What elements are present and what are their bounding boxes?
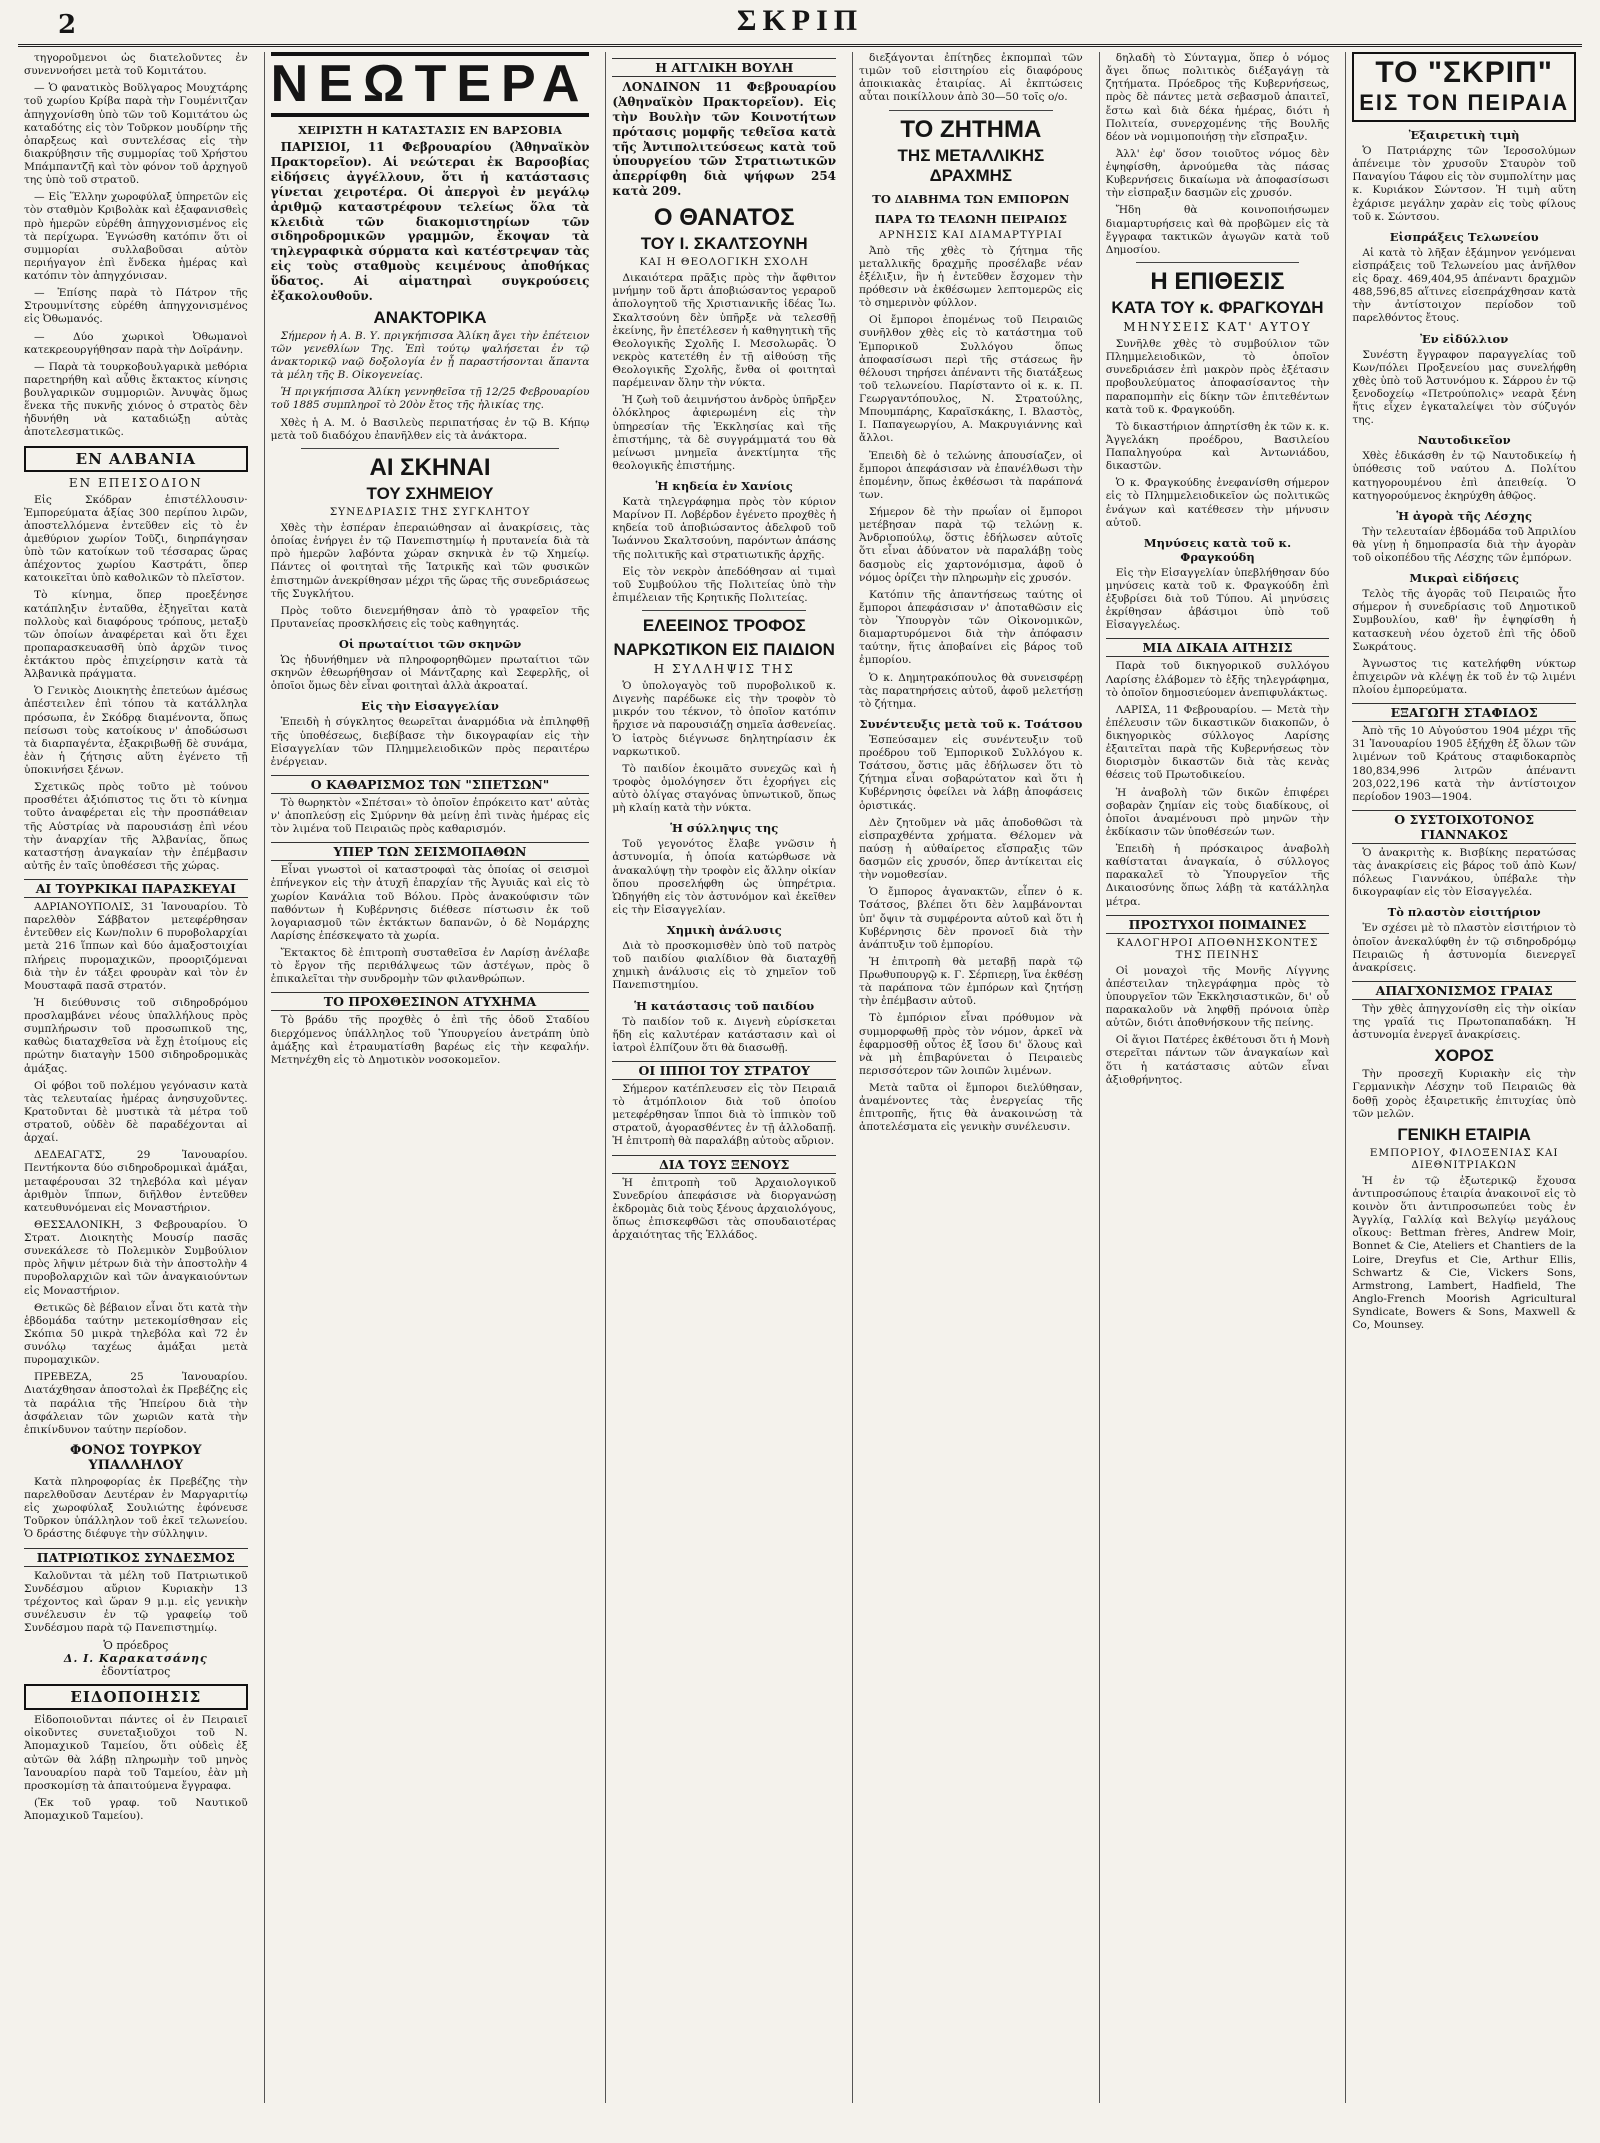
article-text: Ὁ κ. Φραγκούδης ἐνεφανίσθη σήμερον εἰς τὸ Πλημμελειοδικεῖον ὡς πολιτικῶς ἐνάγων καὶ κατέθεσεν τὴν μήνυσιν αὐτοῦ. xyxy=(1105,477,1330,529)
article-text: Ἀλλ' ἐφ' ὅσον τοιοῦτος νόμος δὲν ἐψηφίσθη, ἀρνούμεθα τὰς πάσας Κυβερνήσεις δικαίωμα νὰ ἀποφασίσωσι τὴν εἰσπραξιν δασμῶν εἰς χρυσόν. xyxy=(1105,147,1330,200)
article-text: Σήμερον ἡ Α. Β. Υ. πριγκήπισσα Ἀλίκη ἄγει τὴν ἐπέτειον τῶν γενεθλίων Της. Ἐπὶ τούτῳ ψαλήσεται ἐν τῷ ἀνακτορικῷ ναῷ δοξολογία ἐν ᾗ παραστήσονται ἅπαντα τὰ μέλη τῆς Β. Οἰκογενείας. xyxy=(270,329,590,382)
signature-role: Ὁ πρόεδρος xyxy=(103,1639,169,1653)
section-title-top: ΤΟ "ΣΚΡΙΠ" xyxy=(1375,56,1553,89)
article-text: — Ἐπίσης παρὰ τὸ Πάτρον τῆς Στρουμνίτσης εὑρέθη ἀπηγχονισμένος εἰς Ὀθωμανός. xyxy=(24,287,248,326)
headline-hanging: ΑΠΑΓΧΟΝΙΣΜΟΣ ΓΡΑΙΑΣ xyxy=(1352,981,1576,1000)
article-text: Ἐπειδὴ ἡ σύγκλητος θεωρεῖται ἀναρμόδια νὰ ἐπιληφθῇ τῆς ὑποθέσεως, διεβίβασε τὴν δικογραφίαν εἰς τὴν Εἰσαγγελίαν τῶν Πλημμελειοδικῶν πρὸς περαιτέρω ἐνέργειαν. xyxy=(270,716,590,768)
article-text: Τὸ παιδίον ἐκοιμᾶτο συνεχῶς καὶ ἡ τροφὸς ὁμολόγησεν ὅτι ἐχορήγει εἰς αὐτὸ ὀλίγας σταγόνας ὑπνωτικοῦ, ὅπως μὴ κλαίῃ κατὰ τὴν νύκτα. xyxy=(612,762,837,815)
headline-notice: ΕΙΔΟΠΟΙΗΣΙΣ xyxy=(24,1684,248,1710)
headline-albania: ΕΝ ΑΛΒΑΝΙΑ xyxy=(24,446,248,472)
subheadline: Τὸ πλαστὸν εἰσιτήριον xyxy=(1387,905,1541,920)
article-text: Κατὰ τηλεγράφημα πρὸς τὸν κύριον Μαρίνον Π. Λοβέρδον ἐγένετο προχθὲς ἡ κηδεία τοῦ ἀποβιώσαντος ἀδελφοῦ τοῦ Ἰωάννου Σκαλτσούνη, παρόντων ἁπάσης τῆς πολιτικῆς καὶ στρατιωτικῆς ἀρχῆς. xyxy=(612,496,837,561)
subheadline: ΚΑΙ Η ΘΕΟΛΟΓΙΚΗ ΣΧΟΛΗ xyxy=(639,256,809,269)
article-text: — Εἰς Ἕλλην χωροφύλαξ ὑπηρετῶν εἰς τὸν σταθμὸν Κριβολὰκ καὶ ἐξαφανισθεὶς πρὸ ἡμερῶν εὑρέθη ἀπηγχονισμένος εἰς τὰ περίχωρα. Ἐγνώσθη κατόπιν ὅτι οἱ συμμορίαι συλλαβοῦσαι αὐτὸν περιήγαγον ἐπὶ ἕνδεκα ἡμέρας καὶ κατόπιν τὸν ἀπηγχόνισαν. xyxy=(24,191,248,282)
subheadline: ΤΟ ΔΙΑΒΗΜΑ ΤΩΝ ΕΜΠΟΡΩΝ xyxy=(872,191,1070,206)
article-text: ΔΕΔΕΑΓΑΤΣ, 29 Ἰανουαρίου. Πεντήκοντα δύο σιδηροδρομικαὶ ἁμάξαι, μεταφέρουσαι 32 τηλεβόλα καὶ μέγαν ἀριθμὸν ἵππων, διῆλθον ἐντεῦθεν κατευθυνόμεναι εἰς Μοναστήριον. xyxy=(24,1149,248,1214)
headline-attack: Η ΕΠΙΘΕΣΙΣ xyxy=(1150,267,1285,295)
article-text: Διὰ τὸ προσκομισθὲν ὑπὸ τοῦ πατρὸς τοῦ παιδίου φιαλίδιον θὰ διαταχθῇ χημικὴ ἀνάλυσις εἰς τὸ χημεῖον τοῦ Πανεπιστημίου. xyxy=(612,940,837,992)
subheadline: ΜΗΝΥΣΕΙΣ ΚΑΤ' ΑΥΤΟΥ xyxy=(1123,320,1312,335)
article-text: Τοῦ γεγονότος ἔλαβε γνῶσιν ἡ ἀστυνομία, ἡ ὁποία κατώρθωσε νὰ ἀνακαλύψῃ τὴν τροφὸν εἰς ἄλλην οἰκίαν ὅπου προσελήφθη ὡς ὑπηρέτρια. Ὡδηγήθη εἰς τὸν ἀστυνόμον καὶ ἐκεῖθεν εἰς τὴν Εἰσαγγελίαν. xyxy=(612,838,837,916)
subheadline: Ἡ ἀγορὰ τῆς Λέσχης xyxy=(1396,508,1532,523)
headline-army-horses: ΟΙ ΙΠΠΟΙ ΤΟΥ ΣΤΡΑΤΟΥ xyxy=(612,1061,836,1080)
article-text: Ὡς ἠδυνήθημεν νὰ πληροφορηθῶμεν πρωταίτιοι τῶν σκηνῶν ἐθεωρήθησαν οἱ Μάντζαρης καὶ Σεφερλῆς, οἱ ὁποῖοι ὅμως δὲν εἶναι φοιτηταὶ ἀλλὰ ἀκροαταί. xyxy=(270,654,590,693)
article-text: Κατὰ πληροφορίας ἐκ Πρεβέζης τὴν παρελθοῦσαν Δευτέραν ἐν Μαργαριτίῳ εἰς χωροφύλαξ Σουλιώτης ἐφόνευσε Τοῦρκον ὑπάλληλον τοῦ ἐκεῖ τελωνείου. Ὁ δράστης διέφυγε τὴν σύλληψιν. xyxy=(24,1475,248,1541)
article-text: Ἐν σχέσει μὲ τὸ πλαστὸν εἰσιτήριον τὸ ὁποῖον ἀνεκαλύφθη ἐν τῷ σιδηροδρόμῳ Πειραιῶς ἡ ἀστυνομία διενεργεῖ ἀνακρίσεις. xyxy=(1352,922,1576,974)
subheadline: ΑΡΝΗΣΙΣ ΚΑΙ ΔΙΑΜΑΡΤΥΡΙΑΙ xyxy=(878,228,1063,241)
article-text: Ἡ ζωὴ τοῦ ἀειμνήστου ἀνδρὸς ὑπῆρξεν ὁλόκληρος ἀφιερωμένη εἰς τὴν ὑπηρεσίαν τῆς Ἐκκλησίας καὶ τῆς ἐπιστήμης, τὰ δὲ συγγράμματά του θὰ μείνωσι μνημεῖα ἀνεκτίμητα τῆς θεολογικῆς ἐπιστήμης. xyxy=(612,394,837,472)
headline-palace: ΑΝΑΚΤΟΡΙΚΑ xyxy=(373,307,487,327)
article-text: Ἡ ἐπιτροπὴ τοῦ Ἀρχαιολογικοῦ Συνεδρίου ἀπεφάσισε νὰ διοργανώσῃ ἐκδρομὰς διὰ τοὺς ξένους ἀρχαιολόγους, ὅπως ἐπισκεφθῶσι τὰς σπουδαιοτέρας ἀρχαιότητας τῆς Ἑλλάδος. xyxy=(612,1176,837,1242)
article-text: Πρὸς τοῦτο διενεμήθησαν ἀπὸ τὸ γραφεῖον τῆς Πρυτανείας προσκλήσεις εἰς τοὺς καθηγητάς. xyxy=(270,604,590,630)
article-text: Τὸ θωρηκτὸν «Σπέτσαι» τὸ ὁποῖον ἐπρόκειτο κατ' αὐτὰς ν' ἀποπλεύσῃ εἰς Σμύρνην θὰ μείνῃ ἐπὶ τινὰς ἡμέρας εἰς τὸν λιμένα τοῦ Πειραιῶς πρὸς καθαρισμόν. xyxy=(270,796,590,836)
article-text: Εἰς τὴν Εἰσαγγελίαν ὑπεβλήθησαν δύο μηνύσεις κατὰ τοῦ κ. Φραγκούδη ἐπὶ ἐξυβρίσει διὰ τοῦ Τύπου. Αἱ μηνύσεις ἐκρίθησαν ἀβάσιμοι ὑπὸ τοῦ Εἰσαγγελέως. xyxy=(1105,566,1330,632)
article-text: Χθὲς ἐδικάσθη ἐν τῷ Ναυτοδικείῳ ἡ ὑπόθεσις τοῦ ναύτου Δ. Πολίτου κατηγορουμένου ἐπὶ ἀπειθείᾳ. Ὁ κατηγορούμενος ἐκηρύχθη ἀθῷος. xyxy=(1352,450,1576,502)
article-text: Τὴν τελευταίαν ἑβδομάδα τοῦ Ἀπριλίου θὰ γίνῃ ἡ δημοπρασία διὰ τὴν ἀγορὰν τοῦ οἰκοπέδου τῆς Λέσχης τῶν ἐμπόρων. xyxy=(1352,525,1576,564)
subheadline: ΕΝ ΕΠΕΙΣΟΔΙΟΝ xyxy=(68,475,203,490)
headline-shepherds: ΠΡΟΣΤΥΧΟΙ ΠΟΙΜΑΙΝΕΣ xyxy=(1106,915,1330,934)
headline-turkish-preparations: ΑΙ ΤΟΥΡΚΙΚΑΙ ΠΑΡΑΣΚΕΥΑΙ xyxy=(24,879,248,898)
article-text: Οἱ μοναχοὶ τῆς Μονῆς Λίγγνης ἀπέστειλαν τηλεγράφημα πρὸς τὸ ὑπουργεῖον τῶν Ἐκκλησιαστικῶν, δι' οὗ παρακαλοῦν νὰ ληφθῇ πρόνοια ὑπὲρ αὐτῶν, διότι ἀποθνήσκουν τῆς πείνης. xyxy=(1105,964,1330,1030)
article-text: Ἔκτακτος δὲ ἐπιτροπὴ συσταθεῖσα ἐν Λαρίσῃ ἀνέλαβε τὸ ἔργον τῆς περιθάλψεως τῶν ἀστέγων, πρὸς ὃ ἐπικαλεῖται τὴν συνδρομὴν τῶν φιλανθρώπων. xyxy=(270,947,590,986)
article-text: Τελὸς τῆς ἀγορᾶς τοῦ Πειραιῶς ἦτο σήμερον ἡ συνεδρίασις τοῦ Δημοτικοῦ Συμβουλίου, καθ' ἣν ἐψηφίσθη ἡ κατασκευὴ νέου ὀχετοῦ ἐπὶ τῆς ὁδοῦ Σωκράτους. xyxy=(1352,588,1576,653)
article-text: Ὁ ὑπολογαγὸς τοῦ πυροβολικοῦ κ. Διγενὴς παρέδωκε εἰς τὴν τροφὸν τὸ μικρόν του τέκνον, τὸ ὁποῖον κατόπιν ἤρχισε νὰ παρουσιάζῃ σημεῖα ἀσθενείας. Ὁ ἰατρὸς διέγνωσε δηλητηρίασιν ἐκ ναρκωτικοῦ. xyxy=(612,680,837,758)
article-text: Ὁ ἀνακριτὴς κ. Βισβίκης περατώσας τὰς ἀνακρίσεις εἰς βάρος τοῦ ἀπὸ Κων/πόλεως Γιαννάκου, ὑπέβαλε τὴν δικογραφίαν εἰς τὸν Εἰσαγγελέα. xyxy=(1352,846,1576,899)
article-text: Θετικῶς δὲ βέβαιον εἶναι ὅτι κατὰ τὴν ἑβδομάδα ταύτην μετεκομίσθησαν εἰς Σκόπια 50 μικρὰ τηλεβόλα καὶ 72 ἐν συνόλῳ ταχέως ἁμάξαι μετὰ πυρομαχικῶν. xyxy=(24,1301,248,1367)
article-text-bold: ΠΑΡΙΣΙΟΙ, 11 Φεβρουαρίου (Ἀθηναϊκὸν Πρακτορεῖον). Αἱ νεώτεραι ἐκ Βαρσοβίας εἰδήσεις ἀγγέλλουν, ὅτι ἡ κατάστασις γίνεται χειροτέρα. Οἱ ἀπεργοὶ ἐν μεγάλῳ ἀριθμῷ καταστρέφουν τελείως ὅλα τὰ κλειδιὰ τῶν διακομιστηρίων τῶν σιδηροδρομικῶν γραμμῶν, ἔκοψαν τὰ τηλεγραφικὰ σύρματα καὶ κατέστρεψαν τὰς εἰς τοὺς σταθμοὺς κειμένους ἀποθήκας ὕδατος. Αἱ αἱματηραὶ συγκρούσεις ἐξακολουθοῦν. xyxy=(270,140,590,303)
article-text: Συνῆλθε χθὲς τὸ συμβούλιον τῶν Πλημμελειοδικῶν, τὸ ὁποῖον συνεδριάσεν ἐπὶ μακρὸν πρὸς ἐξέτασιν προβουλεύματος ἀποφασίσαντος τὴν παραπομπὴν εἰς δίκην τῶν ἐπιτεθέντων κατὰ τοῦ κ. Φραγκούδη. xyxy=(1105,338,1330,416)
article-text: Ἤδη θὰ κοινοποιήσωμεν διαμαρτυρήσεις καὶ θὰ προβῶμεν εἰς τὰ ἔγγραφα τακτικῶν ἀγωγῶν κατὰ τοῦ Δημοσίου. xyxy=(1105,204,1330,256)
headline-drachma-2: ΤΗΣ ΜΕΤΑΛΛΙΚΗΣ ΔΡΑΧΜΗΣ xyxy=(897,145,1045,185)
subheadline: ΣΥΝΕΔΡΙΑΣΙΣ ΤΗΣ ΣΥΓΚΛΗΤΟΥ xyxy=(329,506,531,518)
article-text: Ὁ Γενικὸς Διοικητὴς ἐπετεύων ἀμέσως ἀπέστειλεν ἐπὶ τόπου τὰ κατάλληλα πρόσωπα, ἐν Σκόδρᾳ διαμένοντα, ὅπως πείσωσι τοὺς κατοίκους ν' ἀποδώσωσι τὰ διαρπαγέντα, ἐξακριβωθῇ δὲ συνάμα, ἐὰν ἡ ζήτησις αὕτη ἐγένετο τῇ ὑποκινήσει ξένων. xyxy=(24,685,248,776)
article-text: Σχετικῶς πρὸς τοῦτο μὲ τούνου προσθέτει ἀξιόπιστος τις ὅτι τὸ κίνημα τοῦτο ἀναφέρεται εἰς τὴν προσπάθειαν τῆς Αὐστρίας νὰ παρουσιάσῃ ἐπὶ νέου τὴν ἀναρχίαν τῆς Ἀλβανίας, ὅπως καταστήσῃ ἀναγκαίαν τὴν ἐπέμβασιν αὐτῆς ἐν ταῖς ὑποθέσεσι τῆς χώρας. xyxy=(24,781,248,872)
subheadline: Η ΣΥΛΛΗΨΙΣ ΤΗΣ xyxy=(653,662,795,677)
headline-just-request: ΜΙΑ ΔΙΚΑΙΑ ΑΙΤΗΣΙΣ xyxy=(1106,638,1330,657)
article-text: (Ἐκ τοῦ γραφ. τοῦ Ναυτικοῦ Ἀπομαχικοῦ Ταμείου). xyxy=(24,1796,248,1822)
subheadline: Συνέντευξις μετὰ τοῦ κ. Τσάτσου xyxy=(859,716,1083,731)
article-text: Εἶναι γνωστοὶ οἱ καταστροφαὶ τὰς ὁποίας οἱ σεισμοὶ ἐπήνεγκον εἰς τὴν ἀτυχῆ ἐπαρχίαν τῆς Ἀγυιᾶς καὶ εἰς τὸ χωρίον Κανάλια τοῦ Βόλου. Πρὸς ἀνακούφισιν τῶν παθόντων ἡ Κυβέρνησις διέθεσε πίστωσιν ἐκ τοῦ λογαριασμοῦ τῶν ἐκτάκτων δαπανῶν, ὁ δὲ Νομάρχης Λαρίσης ἐπέσκεψατο τὰ χωρία. xyxy=(270,864,590,942)
article-text: Ἀπὸ τῆς χθὲς τὸ ζήτημα τῆς μεταλλικῆς δραχμῆς προσέλαβε νέαν ἐξέλιξιν, ἣν ἡ ἐντεῦθεν ἔσχομεν τὴν πρόθεσιν νὰ ἐκθέσωμεν λεπτομερῶς εἰς τὸ σημερινὸν φύλλον. xyxy=(859,244,1083,310)
article-text: δηλαδὴ τὸ Σύνταγμα, ὅπερ ὁ νόμος ἄγει ὅπως πολιτικὸς διέξαγάγῃ τὰ ζητήματα. Πρόεδρος τῆς Κυβερνήσεως, πρὸς δὲ πάντες μετὰ σεβασμοῦ ἀπαιτεῖ, ἔστω καὶ διὰ δέκα ἡμέρας, διότι ἡ Πολιτεία, συνερχομένης τῆς Βουλῆς δέον νὰ νομιμοποιήσῃ τὴν εἴσπραξιν. xyxy=(1105,52,1330,143)
subheadline: ΕΜΠΟΡΙΟΥ, ΦΙΛΟΞΕΝΙΑΣ ΚΑΙ ΔΙΕΘΝΙΤΡΙΑΚΩΝ xyxy=(1369,1146,1559,1171)
column-2 xyxy=(264,52,596,2103)
headline-warsaw: ΧΕΙΡΙΣΤΗ Η ΚΑΤΑΣΤΑΣΙΣ ΕΝ ΒΑΡΣΟΒΙΑ xyxy=(298,123,562,138)
subheadline: Ἐν εἰδύλλιον xyxy=(1420,331,1509,346)
section-banner-neotera: ΝΕΩΤΕΡΑ xyxy=(271,52,590,117)
article-text: Οἱ ἅγιοι Πατέρες ἐκθέτουσι ὅτι ἡ Μονὴ στερεῖται πάντων τῶν ἀναγκαίων καὶ ὅτι ἡ κατάστασις αὐτῶν εἶναι ἀξιοθρήνητος. xyxy=(1105,1034,1330,1086)
article-text: Ἐσπεύσαμεν εἰς συνέντευξιν τοῦ προέδρου τοῦ Ἐμπορικοῦ Συλλόγου κ. Τσάτσου, ὅστις μᾶς ἐδήλωσεν ὅτι τὸ ζήτημα εἶναι σοβαρώτατον καὶ ὅτι ἡ Κυβέρνησις ὀφείλει νὰ λάβῃ ἀποφάσεις ὁριστικάς. xyxy=(859,733,1083,812)
article-text-bold: ΛΟΝΔΙΝΟΝ 11 Φεβρουαρίου (Ἀθηναϊκὸν Πρακτορεῖον). Εἰς τὴν Βουλὴν τῶν Κοινοτήτων πρότασις μομφῆς τεθεῖσα κατὰ τῆς Ἀντιπολιτεύσεως κατὰ τοῦ ὑπουργείου τῶν Στρατιωτικῶν ἀπερρίφθη διὰ ψήφων 254 κατὰ 209. xyxy=(612,80,837,199)
signature-block xyxy=(24,1639,248,1678)
column-3 xyxy=(605,52,842,2103)
headline-earthquake: ΥΠΕΡ ΤΩΝ ΣΕΙΣΜΟΠΑΘΩΝ xyxy=(271,842,590,861)
article-text: — Παρὰ τὰ τουρκοβουλγαρικὰ μεθόρια παρετηρήθη καὶ αὖθις ἔκτακτος κίνησις βουλγαρικῶν συμμοριῶν. Ἀνυψὰς ὅμως ἕνεκα τῆς πυκνῆς χιόνος ὁ στρατὸς δὲν ἠδυνήθη νὰ καταδιώξῃ αὐτὰς ἀποτελεσματικῶς. xyxy=(24,360,248,439)
article-text: Χθὲς τὴν ἑσπέραν ἐπεραιώθησαν αἱ ἀνακρίσεις, τὰς ὁποίας ἐνήργει ἐν τῷ Πανεπιστημίῳ ἡ πρυτανεία διὰ τὰ πρὸ ἡμερῶν λαβόντα χώραν σκηνικὰ ἐν τῷ Χημείῳ. Πάντες οἱ φοιτηταὶ τῆς Ἰατρικῆς καὶ τῶν φυσικῶν ἐπιστημῶν ἀνεκρίθησαν μέχρι τῆς ὥρας τῆς συνεδριάσεως τῆς Συγκλήτου. xyxy=(270,522,590,600)
headline-murder: ΦΟΝΟΣ ΤΟΥΡΚΟΥ ΥΠΑΛΛΗΛΟΥ xyxy=(70,1442,202,1473)
article-text: Εἰς Σκόδραν ἐπιστέλλουσιν· Ἐμπορεύματα ἀξίας 300 περίπου λιρῶν, ἀποστελλόμενα ἐντεῦθεν εἰς τὸ ἐν ἀμεθύριον χωρίον Τοῦζι, διηρπάγησαν ὑπὸ τῶν κατοίκων τοῦ τέσσαρας ὥρας ἀπέχοντος χωρίου Καστράτι, ὅπερ κατοικεῖται ὑπὸ καθολικῶν τὸ πλεῖστον. xyxy=(24,493,248,585)
section-title-piraeus xyxy=(1352,52,1576,122)
article-text: Σήμερον κατέπλευσεν εἰς τὸν Πειραιᾶ τὸ ἀτμόπλοιον διὰ τοῦ ὁποίου μετεφέρθησαν ἵπποι διὰ τὸ ἱππικὸν τοῦ στρατοῦ, ἀγορασθέντες ἐν τῇ ἀλλοδαπῇ. Ἡ ἐπιτροπὴ θὰ παραλάβῃ αὐτοὺς αὔριον. xyxy=(612,1082,837,1148)
headline-giannakos: Ο ΣΥΣΤΟΙΧΟΤΟΝΟΣ ΓΙΑΝΝΑΚΟΣ xyxy=(1352,810,1576,844)
subheadline: Ἡ σύλληψις της xyxy=(670,821,779,836)
subheadline: Χημικὴ ἀνάλυσις xyxy=(666,923,782,938)
article-text: Τὴν χθὲς ἀπηγχονίσθη εἰς τὴν οἰκίαν της γραῖά τις Πρωτοπαπαδάκη. Ἡ ἀστυνομία ἐνεργεῖ ἀνακρίσεις. xyxy=(1352,1002,1576,1042)
article-text: Συνέστη ἔγγραφον παραγγελίας τοῦ Κων/πόλει Προξενείου μας συνελήφθη χθὲς ὑπὸ τοῦ Ἀστυνόμου κ. Σάρρου ἐν τῷ ξενοδοχείῳ «Πετρούπολις» νεαρὰ ξένη ἥτις εἶχεν ἐγκαταλείψει τὸν σύζυγόν της. xyxy=(1352,348,1576,427)
subheadline: ΠΑΡΑ ΤΩ ΤΕΛΩΝΗ ΠΕΙΡΑΙΩΣ xyxy=(874,211,1068,226)
subheadline: Ἡ κηδεία ἐν Χανίοις xyxy=(655,479,793,494)
subheadline: Εἰσπράξεις Τελωνείου xyxy=(1389,229,1539,244)
columns xyxy=(18,52,1582,2103)
divider xyxy=(301,448,560,449)
article-text: διεξάγονται ἐπίτηδες ἐκπομπαὶ τῶν τιμῶν τοῦ εἰσιτηρίου εἰς διαφόρους ἀποικιακὰς ἑταιρίας. Αἱ ἐκπτώσεις αὗται ποικίλλουν ἀπὸ 30—50 τοῖς ο/ο. xyxy=(859,52,1083,104)
article-text: Δικαιότερα πρᾶξις πρὸς τὴν ἄφθιτον μνήμην τοῦ ἄρτι ἀποβιώσαντος γεραροῦ ἀπολογητοῦ τῆς Χριστιανικῆς ἰδέας Ἰω. Σκαλτσούνη δὲν ὑπῆρξε νὰ τελεσθῇ ἐκείνης, ἣν ἐπετέλεσεν ἡ καθηγητικὴ τῆς Θεολογικῆς Σχολῆς Ι. Μεσολωρᾶς. Ὁ νεκρὸς κατετέθη ἐν τῇ αἰθούσῃ τῆς Θεολογικῆς Σχολῆς, ἔνθα οἱ φοιτηταὶ παρέμειναν ὅλην τὴν νύκτα. xyxy=(612,272,837,390)
article-text: Ἀγνωστος τις κατελήφθη νύκτωρ ἐπιχειρῶν νὰ κλέψῃ ἐκ τοῦ ἐν τῷ λιμένι πλοίου ἐμπορεύματα. xyxy=(1352,657,1576,696)
headline-patriotic-union: ΠΑΤΡΙΩΤΙΚΟΣ ΣΥΝΔΕΣΜΟΣ xyxy=(24,1548,248,1567)
article-text: ΛΑΡΙΣΑ, 11 Φεβρουαρίου. — Μετὰ τὴν ἐπέλευσιν τῶν δικαστικῶν διακοπῶν, ὁ δικηγορικὸς σύλλογος Λαρίσης ἐξαιτεῖται παρὰ τῆς Κυβερνήσεως τὸν διορισμὸν δικαστῶν διὰ τὰς κενὰς θέσεις τοῦ Πρωτοδικείου. xyxy=(1105,703,1330,782)
article-text: Τὸ δικαστήριον ἀπηρτίσθη ἐκ τῶν κ. κ. Ἀγγελάκη προέδρου, Βασιλείου Παπαληγούρα καὶ Ἀντωνιάδου, δικαστῶν. xyxy=(1105,420,1330,473)
article-text: Καλοῦνται τὰ μέλη τοῦ Πατριωτικοῦ Συνδέσμου αὔριον Κυριακὴν 13 τρέχοντος καὶ ὥραν 9 μ.μ. εἰς γενικὴν συνέλευσιν ἐν τῷ γραφείῳ τοῦ Συνδέσμου παρὰ τῷ Πανεπιστημίῳ. xyxy=(24,1569,248,1634)
article-text: ΑΔΡΙΑΝΟΥΠΟΛΙΣ, 31 Ἰανουαρίου. Τὸ παρελθὸν Σάββατον μετεφέρθησαν ἐντεῦθεν εἰς Κων/πολιν 6 πυροβολαρχίαι μετὰ 216 ἵππων καὶ δύο ἀμαξοστοιχίαι πλήρεις πυρομαχικῶν, προοριζόμεναι διὰ τὴν ἐν τάξει φρουρὰν καὶ τὸν ἐν Μουσταφᾶ πασᾶ στρατόν. xyxy=(24,901,248,992)
subheadline: ΚΑΛΟΓΗΡΟΙ ΑΠΟΘΝΗΣΚΟΝΤΕΣ ΤΗΣ ΠΕΙΝΗΣ xyxy=(1116,936,1319,961)
column-4 xyxy=(852,52,1089,2103)
subheadline: Μηνύσεις κατὰ τοῦ κ. Φραγκούδη xyxy=(1143,535,1292,564)
article-text: Τὸ βράδυ τῆς προχθὲς ὁ ἐπὶ τῆς ὁδοῦ Σταδίου διερχόμενος ὑπάλληλος τοῦ Ὑπουργείου ἀνετράπη ὑπὸ ἁμάξης καὶ ἐτραυματίσθη βαρέως εἰς τὴν κεφαλήν. Μετηνέχθη εἰς τὸ Δημοτικὸν νοσοκομεῖον. xyxy=(270,1014,590,1066)
article-text: Τὸ ἐμπόριον εἶναι πρόθυμον νὰ συμμορφωθῇ πρὸς τὸν νόμον, ἀρκεῖ νὰ ἐφαρμοσθῇ οὗτος ἐξ ἴσου δι' ὅλους καὶ νὰ μὴ ἐπιβαρύνεται ὁ Πειραιεὺς περισσότερον τῶν λοιπῶν λιμένων. xyxy=(859,1012,1083,1077)
headline-scenes-2: ΤΟΥ ΣΧΗΜΕΙΟΥ xyxy=(366,484,494,503)
article-text: Ἡ πριγκήπισσα Ἀλίκη γεννηθεῖσα τῇ 12/25 Φεβρουαρίου τοῦ 1885 συμπληροῖ τὸ 20ὸν ἔτος τῆς ἡλικίας της. xyxy=(270,386,590,412)
divider xyxy=(642,610,806,611)
divider xyxy=(889,110,1053,111)
article-text: — Ὁ φανατικὸς Βοῦλγαρος Μουχτάρης τοῦ χωρίου Κρίβα παρὰ τὴν Γουμένιτζαν ἀπηγχονίσθη ὑπὸ τῶν τοῦ Κομιτάτου ὡς καταδότης εἰς τὸν Τοῦρκον μουδίρην τῆς ὁπαρξεως καὶ συντελέσας εἰς τὴν διακρύβησιν τῆς συμμορίας τοῦ Χρήστου Μπάμπαντζῆ καὶ τὸν φόνον τοῦ ἀρχηγοῦ της ὑπὸ τοῦ στρατοῦ. xyxy=(24,82,248,187)
subheadline: Εἰς τὴν Εἰσαγγελίαν xyxy=(361,699,499,714)
article-text: Τὸ κίνημα, ὅπερ προεξένησε κατάπληξιν ἐνταῦθα, ἐξηγεῖται κατὰ πολλοὺς καὶ διαφόρους τρόπους, μεταξὺ τῶν ὁποίων ἀναφέρεται καὶ ὅτι ἔχει προπαρασκευασθῆ ὑπὸ ἀρχῶν τινος ἐκτάκτου πρὸς ἐπιχείρησιν κατὰ τὰ Ἀλβανικὰ πράγματα. xyxy=(24,589,248,681)
article-text: Τὸ παιδίον τοῦ κ. Διγενὴ εὑρίσκεται ἤδη εἰς καλυτέραν κατάστασιν καὶ οἱ ἰατροὶ ἐλπίζουν ὅτι θὰ διασωθῇ. xyxy=(612,1015,837,1054)
page-number: 2 xyxy=(58,10,77,40)
article-text: Οἱ ἔμποροι ἐπομένως τοῦ Πειραιῶς συνῆλθον χθὲς εἰς τὸ κατάστημα τοῦ Ἐμπορικοῦ Συλλόγου ὅπως ἀποφασίσωσι περὶ τῆς στάσεως ἣν θέλουσι τηρήσει ἀπέναντι τῆς διατάξεως τοῦ τελωνείου. Παρίσταντο οἱ κ. κ. Π. Γεωργαντόπουλος, Ν. Στρατούλης, Μπουμπάρης, Καραϊσκάκης, Ι. Βλαστὸς, Ι. Παπαγεωργίου, Α. Μακρυγιάννης καὶ ἄλλοι. xyxy=(859,314,1083,445)
headline-death: Ο ΘΑΝΑΤΟΣ xyxy=(653,204,795,231)
headline-death-2: ΤΟΥ Ι. ΣΚΑΛΤΣΟΥΝΗ xyxy=(640,234,808,254)
section-title-bottom: ΕΙΣ ΤΟΝ ΠΕΙΡΑΙΑ xyxy=(1359,90,1570,115)
subheadline: Μικραὶ εἰδήσεις xyxy=(1409,571,1519,586)
headline-dance: ΧΟΡΟΣ xyxy=(1434,1046,1494,1066)
article-text: Εἰς τὸν νεκρὸν ἀπεδόθησαν αἱ τιμαὶ τοῦ Συμβούλου τῆς Πολιτείας ὑπὸ τὴν ἐπιμέλειαν τῆς Κρητικῆς Πολιτείας. xyxy=(612,565,837,604)
article-text: Δὲν ζητοῦμεν νὰ μᾶς ἀποδοθῶσι τὰ εἰσπραχθέντα χρήματα. Θέλομεν νὰ παύσῃ ἡ αὐθαίρετος εἴσπραξις τῶν δασμῶν εἰς χρυσόν, ὅπερ ἀντίκειται εἰς τὴν νομοθεσίαν. xyxy=(859,816,1083,882)
article-text: Τὴν προσεχῆ Κυριακὴν εἰς τὴν Γερμανικὴν Λέσχην τοῦ Πειραιῶς θὰ δοθῇ χορὸς ἐξαιρετικῆς ἐπιτυχίας ὑπὸ τῶν μελῶν. xyxy=(1352,1068,1576,1120)
article-text: Ὁ ἔμπορος ἀγανακτῶν, εἶπεν ὁ κ. Τσάτσος, βλέπει ὅτι δὲν λαμβάνονται ὑπ' ὄψιν τὰ συμφέροντα αὐτοῦ καὶ ὅτι ἡ Κυβέρνησις δὲν προνοεῖ διὰ τὴν ἀνάπτυξιν τοῦ ἐμπορίου. xyxy=(859,886,1083,951)
article-text: ΘΕΣΣΑΛΟΝΙΚΗ, 3 Φεβρουαρίου. Ὁ Στρατ. Διοικητὴς Μουσίρ πασᾶς συνεκάλεσε τὸ Πολεμικὸν Συμβούλιον πρὸς λῆψιν μέτρων διὰ τὴν ἀποστολὴν 4 πυροβολαρχιῶν καὶ τῶν ἀναγκαιούντων εἰς Μοναστήριον. xyxy=(24,1218,248,1297)
column-6 xyxy=(1345,52,1582,2103)
article-text: Κατόπιν τῆς ἀπαντήσεως ταύτης οἱ ἔμποροι ἀπεφάσισαν ν' ἀποταθῶσιν εἰς τὸν Ὑπουργὸν τῶν Οἰκονομικῶν, διαμαρτυρόμενοι διὰ τὴν ἀπόφασιν ταύτην, ἥτις ἀποβαίνει εἰς βάρος τοῦ ἐμπορίου. xyxy=(859,588,1083,667)
article-text: Αἱ κατὰ τὸ λῆξαν ἑξάμηνον γενόμεναι εἰσπράξεις τοῦ Τελωνείου μας ἀνῆλθον εἰς δραχ. 469,404,95 ἀπέναντι δραχμῶν 488,596,85 αἵτινες εἰσεπράχθησαν κατὰ τὴν ἀντίστοιχον περίοδον τοῦ παρελθόντος ἔτους. xyxy=(1352,246,1576,325)
subheadline: Ἐξαιρετικὴ τιμὴ xyxy=(1408,128,1520,142)
article-text: ΠΡΕΒΕΖΑ, 25 Ἰανουαρίου. Διατάχθησαν ἀποστολαὶ ἐκ Πρεβέζης εἰς τὰ παράλια τῆς Ἠπείρου διὰ τὴν ἀσφάλειαν τῶν χωριῶν κατὰ τὴν ἐπικίνδυνον ταύτην περίοδον. xyxy=(24,1371,248,1436)
headline-accident: ΤΟ ΠΡΟΧΘΕΣΙΝΟΝ ΑΤΥΧΗΜΑ xyxy=(271,992,590,1011)
headline-spetsai: Ο ΚΑΘΑΡΙΣΜΟΣ ΤΩΝ "ΣΠΕΤΣΩΝ" xyxy=(271,775,590,794)
headline-raisin-export: ΕΞΑΓΩΓΗ ΣΤΑΦΙΔΟΣ xyxy=(1352,703,1576,722)
article-text: Ἡ ἐπιτροπὴ θὰ μεταβῇ παρὰ τῷ Πρωθυπουργῷ κ. Γ. Σέρπιερῃ, ἵνα ἐκθέσῃ τὰ παράπονα τῶν ἐμπόρων καὶ ζητήσῃ τὴν ἐπέμβασιν αὐτοῦ. xyxy=(859,955,1083,1008)
article-text: Ἐπειδὴ ἡ πρόσκαιρος ἀναβολὴ καθίσταται ἀναγκαία, ὁ σύλλογος παρακαλεῖ τὸ Ὑπουργεῖον τῆς Δικαιοσύνης ὅπως λάβῃ τὰ κατάλληλα μέτρα. xyxy=(1105,843,1330,908)
subheadline: Ἡ κατάστασις τοῦ παιδίου xyxy=(634,998,815,1013)
signature-title: ἐδοντίατρος xyxy=(101,1665,171,1679)
signature-name: Δ. Ι. Καρακατσάνης xyxy=(63,1652,208,1666)
subheadline: Ναυτοδικεῖον xyxy=(1417,433,1511,448)
article-text: Εἰδοποιοῦνται πάντες οἱ ἐν Πειραιεῖ οἰκοῦντες συνεταξιοῦχοι τοῦ Ν. Ἀπομαχικοῦ Ταμείου, ὅτι οὐδεὶς ἐξ αὐτῶν θὰ λάβῃ πληρωμὴν τοῦ μηνὸς Ἰανουαρίου παρὰ τοῦ Ταμείου, ἐὰν μὴ προσκομίσῃ τὰ ἀπαιτούμενα ἔγγραφα. xyxy=(24,1714,248,1792)
article-text: Ἀπὸ τῆς 10 Αὐγούστου 1904 μέχρι τῆς 31 Ἰανουαρίου 1905 ἐξήχθη ἐξ ὅλων τῶν λιμένων τοῦ Κράτους σταφιδοκαρπὸς 180,834,996 λιτρῶν ἀπέναντι 203,022,196 κατὰ τὴν ἀντίστοιχον περίοδον 1903—1904. xyxy=(1352,725,1576,803)
masthead xyxy=(18,0,1582,47)
headline-nurse-2: ΝΑΡΚΩΤΙΚΟΝ ΕΙΣ ΠΑΙΔΙΟΝ xyxy=(613,640,835,660)
article-text: Οἱ φόβοι τοῦ πολέμου γεγόνασιν κατὰ τὰς τελευταίας ἡμέρας ἀνησυχοῦντες. Κρατοῦνται δὲ μυστικὰ τὰ μέτρα τοῦ στρατοῦ, οὐδὲν δὲ παραδέχονται αἱ ἀρχαί. xyxy=(24,1079,248,1145)
subheadline: Οἱ πρωταίτιοι τῶν σκηνῶν xyxy=(338,637,522,651)
newspaper-title: ΣΚΡΙΠ xyxy=(736,4,864,37)
article-text: Ὁ Πατριάρχης τῶν Ἱεροσολύμων ἀπένειμε τὸν χρυσοῦν Σταυρὸν τοῦ Παναγίου Τάφου εἰς τὸν συμπολίτην μας κ. Κυριάκον Σώντσον. Ἡ τιμὴ αὕτη ἐχάρισε μεγάλην χαρὰν εἰς τοὺς φίλους τοῦ κ. Σώντσου. xyxy=(1352,145,1576,223)
article-text: Ἡ ἐν τῷ ἐξωτερικῷ ἔχουσα ἀντιπροσώπους ἑταιρία ἀνακοινοῖ εἰς τὸ κοινὸν ὅτι ἀντιπροσωπεύει τοὺς ἐν Ἀγγλίᾳ, Γαλλίᾳ καὶ Βελγίῳ μεγάλους οἴκους: Bettman frères, Andrew Moir, Bonnet & Cie, Ateliers et Chantiers de la Loire, Dreyfus et Cie, Arthur Ellis, Schwartz & Cie, Vickers Sons, Armstrong, Lambert, Hadfield, The Anglo-French Moorish Agricultural Syndicate, Bowers & Sons, Maxwell & Co, Mounsey. xyxy=(1352,1174,1576,1332)
headline-general-company: ΓΕΝΙΚΗ ΕΤΑΙΡΙΑ xyxy=(1397,1124,1531,1144)
article-text: Χθὲς ἡ Α. Μ. ὁ Βασιλεὺς περιπατήσας ἐν τῷ Β. Κήπῳ μετὰ τοῦ διαδόχου ἐπανῆλθεν εἰς τὰ ἀνάκτορα. xyxy=(270,416,590,442)
headline-attack-2: ΚΑΤΑ ΤΟΥ κ. ΦΡΑΓΚΟΥΔΗ xyxy=(1111,298,1324,318)
article-text: Ὁ κ. Δημητρακόπουλος θὰ συνεισφέρῃ τὰς παρατηρήσεις αὐτοῦ, ἀφοῦ μελετήσῃ τὸ ζήτημα. xyxy=(859,671,1083,710)
article-text: Ἐπειδὴ δὲ ὁ τελώνης ἀπουσίαζεν, οἱ ἔμποροι ἀπεφάσισαν νὰ ἐπανέλθωσι τὴν ἑπομένην, ὅπως ἐκθέσωσι τὰ παράπονά των. xyxy=(859,449,1083,501)
column-1 xyxy=(18,52,254,2103)
headline-drachma: ΤΟ ΖΗΤΗΜΑ xyxy=(900,115,1042,143)
headline-english-parliament: Η ΑΓΓΛΙΚΗ ΒΟΥΛΗ xyxy=(612,58,836,77)
article-text: τηγοροῦμενοι ὡς διατελοῦντες ἐν συνεννοήσει μετὰ τοῦ Κομιτάτου. xyxy=(24,52,248,78)
headline-foreigners: ΔΙΑ ΤΟΥΣ ΞΕΝΟΥΣ xyxy=(612,1155,836,1174)
article-text: Ἡ διεύθυνσις τοῦ σιδηροδρόμου προσλαμβάνει νέους ὑπαλλήλους πρὸς συμπλήρωσιν τοῦ προσωπικοῦ της, καθὼς διαταχθεῖσα νὰ ἔχῃ ἑτοίμους εἰς πρώτην διαταγὴν 1500 σιδηροδρομικὰς ἁμάξας. xyxy=(24,996,248,1075)
article-text: Μετὰ ταῦτα οἱ ἔμποροι διελύθησαν, ἀναμένοντες τὰς ἐνεργείας τῆς ἐπιτροπῆς, ἥτις θὰ ἀνακοινώσῃ τὰ ἀποτελέσματα εἰς γενικὴν συνέλευσιν. xyxy=(859,1082,1083,1134)
headline-scenes: ΑΙ ΣΚΗΝΑΙ xyxy=(369,453,491,481)
article-text: — Δύο χωρικοὶ Ὀθωμανοὶ κατεκρεουργήθησαν παρὰ τὴν Δοϊράνην. xyxy=(24,330,248,356)
article-text: Σήμερον δὲ τὴν πρωΐαν οἱ ἔμποροι μετέβησαν παρὰ τῷ τελώνῃ κ. Ἀνδριοπούλῳ, ὅστις ἐδήλωσεν αὐτοῖς ὅτι εἶναι ἀδύνατον νὰ παραλάβῃ τοὺς δασμοὺς εἰς χαρτονόμισμα, ἀφοῦ ὁ νόμος ὁρίζει τὴν πληρωμὴν εἰς χρυσόν. xyxy=(859,506,1083,584)
divider xyxy=(1136,262,1300,263)
column-5 xyxy=(1099,52,1336,2103)
headline-nurse: ΕΛΕΕΙΝΟΣ ΤΡΟΦΟΣ xyxy=(642,616,806,636)
article-text: Παρὰ τοῦ δικηγορικοῦ συλλόγου Λαρίσης ἐλάβομεν τὸ ἑξῆς τηλεγράφημα, τὸ ὁποῖον δημοσιεύομεν ἀνεπιφυλάκτως. xyxy=(1105,660,1330,699)
article-text: Ἡ ἀναβολὴ τῶν δικῶν ἐπιφέρει σοβαρὰν ζημίαν εἰς τοὺς διαδίκους, οἱ ὁποῖοι ἀναμένουσι πρὸ μηνῶν τὴν ἐκδίκασιν τῶν ὑποθέσεών των. xyxy=(1105,786,1330,838)
